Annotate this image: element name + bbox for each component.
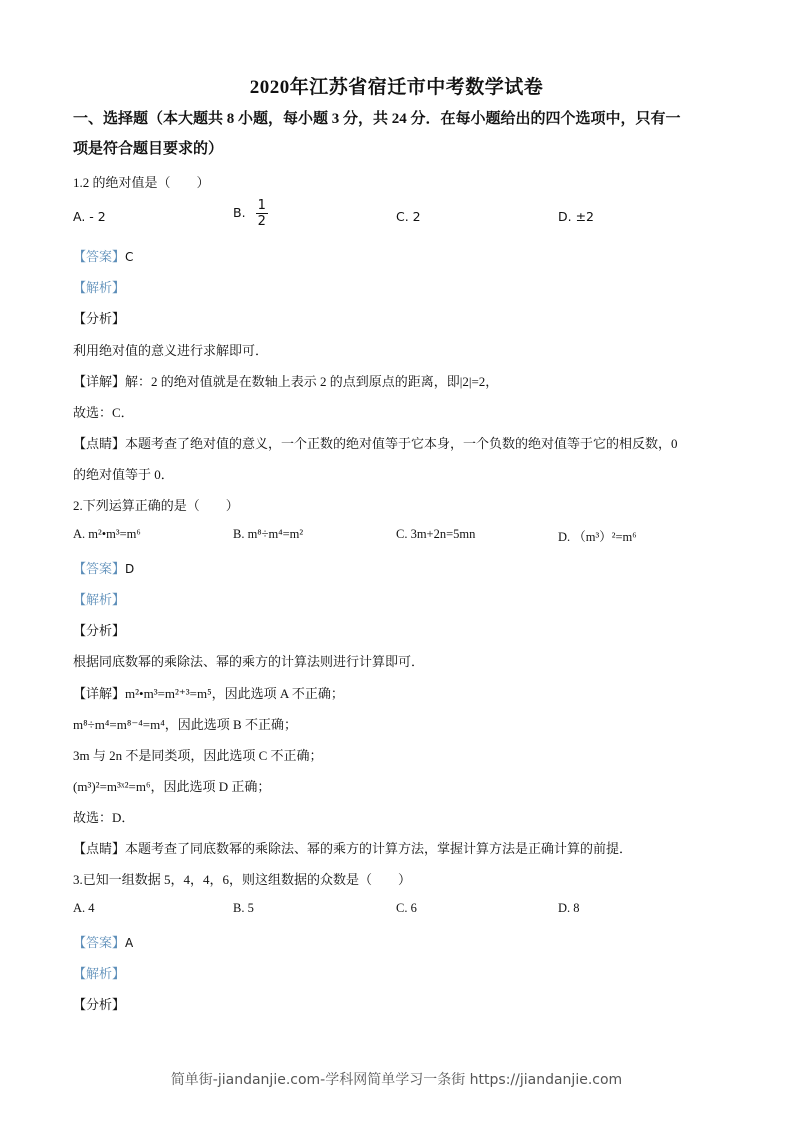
- q2-jiexi-label: 【解析】: [73, 592, 126, 607]
- q2-option-d: D. （m³）²=m⁶: [558, 530, 637, 544]
- question-3-stem: 3.已知一组数据 5，4，4，6，则这组数据的众数是（ ）: [73, 872, 412, 887]
- q1-comment-line1: [73, 433, 678, 452]
- q1-option-b-prefix: B.: [233, 205, 246, 220]
- q2-choose: 故选：D．: [73, 810, 135, 825]
- q1-choose: 故选：C．: [73, 405, 134, 420]
- comment-label: 【点睛】: [73, 841, 126, 856]
- q1-answer: [73, 246, 133, 265]
- q3-option-b: B. 5: [233, 901, 254, 915]
- q2-option-b: B. m⁸÷m⁴=m²: [233, 527, 304, 541]
- answer-label: 【答案】: [73, 935, 126, 950]
- q1-option-d: D. ±2: [558, 209, 594, 224]
- comment-text: 本题考查了绝对值的意义，一个正数的绝对值等于它本身，一个负数的绝对值等于它的相反数，0: [125, 436, 678, 451]
- q2-detail-line1: [73, 683, 344, 702]
- page-title: 2020年江苏省宿迁市中考数学试卷: [249, 77, 544, 98]
- answer-value: A: [125, 936, 134, 950]
- q3-jiexi-label: 【解析】: [73, 966, 126, 981]
- q2-detail-line3: 3m 与 2n 不是同类项，因此选项 C 不正确；: [73, 748, 323, 763]
- q2-option-c: C. 3m+2n=5mn: [396, 527, 476, 541]
- section-heading-line2: 项是符合题目要求的）: [73, 141, 224, 157]
- detail-label: 【详解】: [73, 374, 126, 389]
- q2-analysis: 根据同底数幂的乘除法、幂的乘方的计算法则进行计算即可．: [73, 654, 425, 669]
- q2-answer: [73, 558, 134, 577]
- q3-option-c: C. 6: [396, 901, 417, 915]
- section-heading-line1: 一、选择题（本大题共 8 小题，每小题 3 分，共 24 分．在每小题给出的四个选项中，只有一: [73, 111, 681, 127]
- question-1-stem: 1.2 的绝对值是（ ）: [73, 175, 210, 190]
- footer-watermark: 简单街-jiandanjie.com-学科网简单学习一条街 https://jiandanjie.com: [170, 1072, 623, 1088]
- detail-text: m²•m³=m²⁺³=m⁵，因此选项 A 不正确；: [125, 686, 344, 701]
- q1-analysis: 利用绝对值的意义进行求解即可．: [73, 343, 269, 358]
- q2-comment: [73, 838, 632, 857]
- section-heading: [73, 104, 733, 164]
- q2-detail-line4: (m³)²=m³ˣ²=m⁶，因此选项 D 正确；: [73, 779, 271, 794]
- q1-option-a: A. - 2: [73, 209, 106, 224]
- q3-option-a: A. 4: [73, 901, 95, 915]
- fraction: [256, 198, 268, 229]
- q2-option-a: A. m²•m³=m⁶: [73, 527, 141, 541]
- answer-value: D: [125, 562, 135, 576]
- comment-label: 【点睛】: [73, 436, 126, 451]
- fraction-numerator: 1: [257, 198, 266, 213]
- comment-text: 本题考查了同底数幂的乘除法、幂的乘方的计算方法，掌握计算方法是正确计算的前提．: [125, 841, 633, 856]
- q3-fenxi-label: 【分析】: [73, 997, 126, 1012]
- q3-option-d: D. 8: [558, 901, 580, 915]
- q3-answer: [73, 932, 133, 951]
- answer-label: 【答案】: [73, 561, 126, 576]
- q1-option-c: C. 2: [396, 209, 421, 224]
- detail-label: 【详解】: [73, 686, 126, 701]
- fraction-denominator: 2: [257, 214, 266, 229]
- q1-jiexi-label: 【解析】: [73, 280, 126, 295]
- q2-fenxi-label: 【分析】: [73, 623, 126, 638]
- q2-detail-line2: m⁸÷m⁴=m⁸⁻⁴=m⁴，因此选项 B 不正确；: [73, 717, 297, 732]
- answer-value: C: [125, 250, 134, 264]
- question-2-stem: 2.下列运算正确的是（ ）: [73, 498, 239, 513]
- q1-option-b: [233, 198, 268, 229]
- answer-label: 【答案】: [73, 249, 126, 264]
- detail-text: 解：2 的绝对值就是在数轴上表示 2 的点到原点的距离，即|2|=2，: [125, 374, 499, 389]
- q1-fenxi-label: 【分析】: [73, 311, 126, 326]
- q1-detail: [73, 371, 498, 390]
- q1-comment-line2: 的绝对值等于 0．: [73, 467, 174, 482]
